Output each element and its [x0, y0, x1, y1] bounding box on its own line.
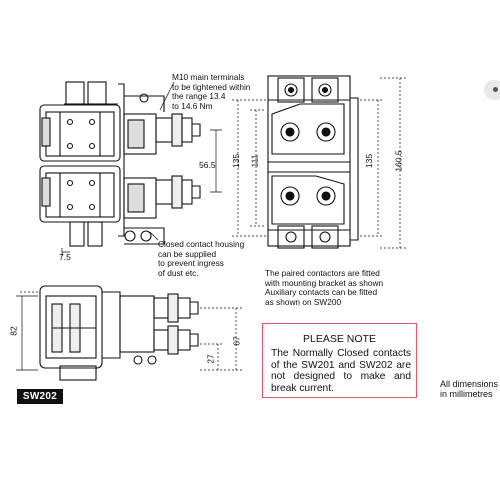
note-body: The Normally Closed contacts of the SW201 and SW202 are not designed to make and break current.: [271, 348, 411, 395]
dim-bottom-height: 82: [8, 326, 19, 336]
housing-annotation: Closed contact housing can be supplied to prevent ingress of dust etc.: [158, 239, 245, 278]
terminals-annotation: M10 main terminals to be tightened within the range 13.4 to 14.6 Nm: [172, 72, 251, 111]
side-scroll-dot-icon: [493, 87, 498, 92]
dim-front-right-outer: 135: [364, 153, 375, 169]
note-title: PLEASE NOTE: [303, 333, 376, 345]
paired-contactors-annotation: The paired contactors are fitted with mounting bracket as shown Auxiliary contacts can be fitted as shown on SW200: [265, 268, 384, 307]
model-label: SW202: [17, 389, 63, 404]
dim-side-spacing: 56.5: [199, 160, 216, 170]
please-note-box: [262, 323, 417, 398]
dim-bottom-small: 27: [205, 354, 216, 364]
dim-front-right-total: 160.5: [393, 150, 404, 172]
dim-front-left-inner: 111: [249, 154, 260, 168]
dim-bottom-right: 67: [231, 336, 242, 346]
bottom-view-drawing: [16, 286, 242, 380]
dim-front-left-outer: 135: [231, 153, 242, 169]
units-annotation: All dimensions in millimetres: [440, 379, 499, 399]
dim-side-offset: 7.5: [59, 252, 71, 262]
